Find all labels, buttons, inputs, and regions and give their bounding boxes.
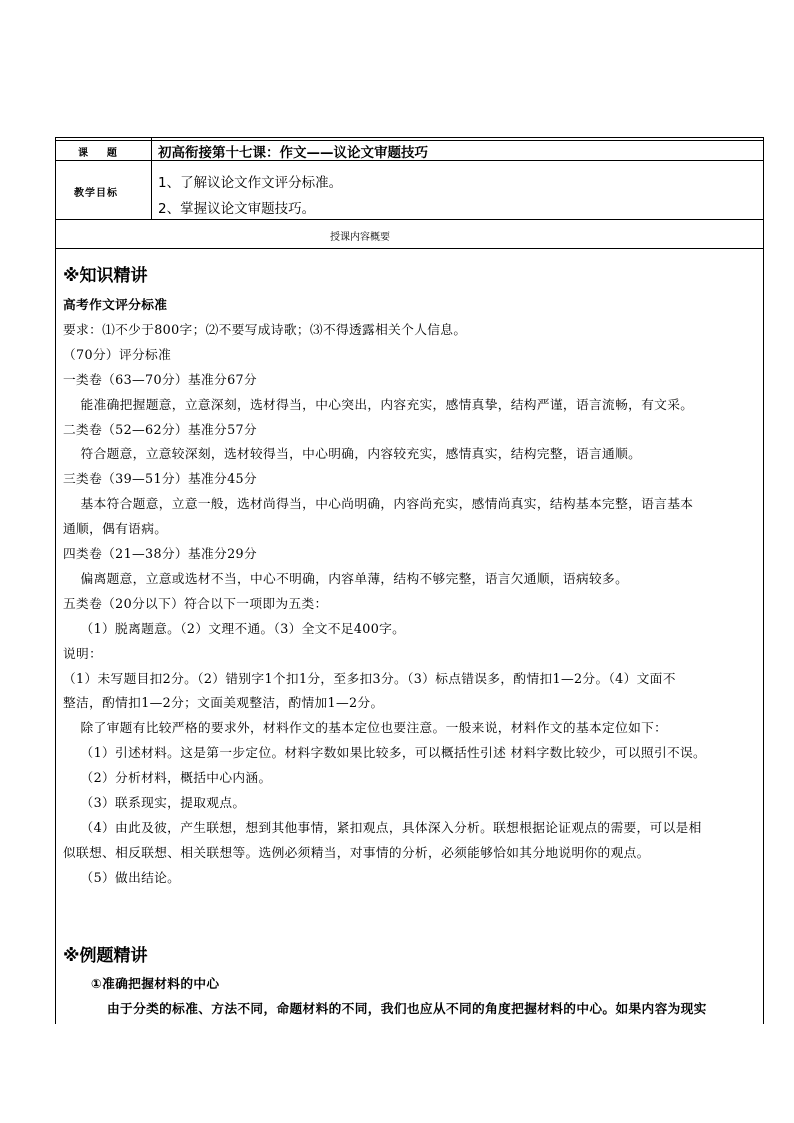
example-point-heading: ①准确把握材料的中心	[91, 976, 220, 991]
section-heading-knowledge: ※知识精讲	[63, 266, 148, 286]
body-line: 要求：⑴不少于800字；⑵不要写成诗歌；⑶不得透露相关个人信息。	[63, 322, 467, 337]
body-line: 四类卷（21—38分）基准分29分	[63, 546, 257, 561]
table-column-divider	[151, 137, 152, 219]
topic-label: 课 题	[78, 148, 118, 159]
example-point-text: 由于分类的标准、方法不同，命题材料的不同，我们也应从不同的角度把握材料的中心。如果内容为现实	[107, 1001, 707, 1016]
body-line: 一类卷（63—70分）基准分67分	[63, 372, 257, 387]
body-line: 偏离题意，立意或选材不当，中心不明确，内容单薄，结构不够完整，语言欠通顺，语病较多。	[63, 571, 629, 586]
table-row-divider	[55, 219, 764, 220]
body-line: （1）脱离题意。（2）文理不通。（3）全文不足400字。	[63, 621, 406, 636]
body-line: （2）分析材料，概括中心内涵。	[63, 770, 272, 785]
body-line: 似联想、相反联想、相关联想等。选例必须精当，对事情的分析，必须能够恰如其分地说明你的观点。	[63, 845, 650, 860]
body-line: 五类卷（20分以下）符合以下一项即为五类：	[63, 596, 328, 611]
body-line: 符合题意，立意较深刻，选材较得当，中心明确，内容较充实，感情真实，结构完整，语言通顺。	[63, 446, 642, 461]
subheading-scoring: 高考作文评分标准	[63, 297, 168, 312]
body-line: 能准确把握题意，立意深刻，选材得当，中心突出，内容充实，感情真挚，结构严谨，语言流畅，有文采。	[63, 397, 694, 412]
body-line: （70分）评分标准	[63, 347, 172, 362]
body-line: 说明：	[63, 646, 103, 661]
section-heading-examples: ※例题精讲	[63, 946, 148, 966]
body-line: （1）引述材料。这是第一步定位。材料字数如果比较多，可以概括性引述 材料字数比较少，可以照引不误。	[63, 745, 707, 760]
body-line: （5）做出结论。	[63, 870, 181, 885]
body-line: 整洁，酌情扣1—2分；文面美观整洁，酌情加1—2分。	[63, 695, 384, 710]
body-line: 通顺，偶有语病。	[63, 521, 168, 536]
body-line: （1）未写题目扣2分。（2）错别字1个扣1分，至多扣3分。（3）标点错误多，酌情扣1—2分。（4）文面不	[63, 671, 676, 686]
goals-label: 教学目标	[74, 188, 118, 199]
goal-item: 2、掌握议论文审题技巧。	[158, 201, 316, 217]
goal-item: 1、了解议论文作文评分标准。	[158, 175, 343, 191]
body-line: 除了审题有比较严格的要求外，材料作文的基本定位也要注意。一般来说，材料作文的基本定位如下：	[63, 720, 668, 735]
topic-value: 初高衔接第十七课：作文——议论文审题技巧	[158, 145, 428, 161]
summary-label: 授课内容概要	[330, 232, 390, 243]
body-line: 基本符合题意，立意一般，选材尚得当，中心尚明确，内容尚充实，感情尚真实，结构基本完整，语言基本	[63, 496, 694, 511]
body-line: （3）联系现实，提取观点。	[63, 795, 246, 810]
body-line: 二类卷（52—62分）基准分57分	[63, 422, 257, 437]
body-line: 三类卷（39—51分）基准分45分	[63, 471, 257, 486]
body-line: （4）由此及彼，产生联想，想到其他事情，紧扣观点，具体深入分析。联想根据论证观点的需要，可以是相	[63, 820, 702, 835]
table-row-divider	[55, 248, 764, 249]
